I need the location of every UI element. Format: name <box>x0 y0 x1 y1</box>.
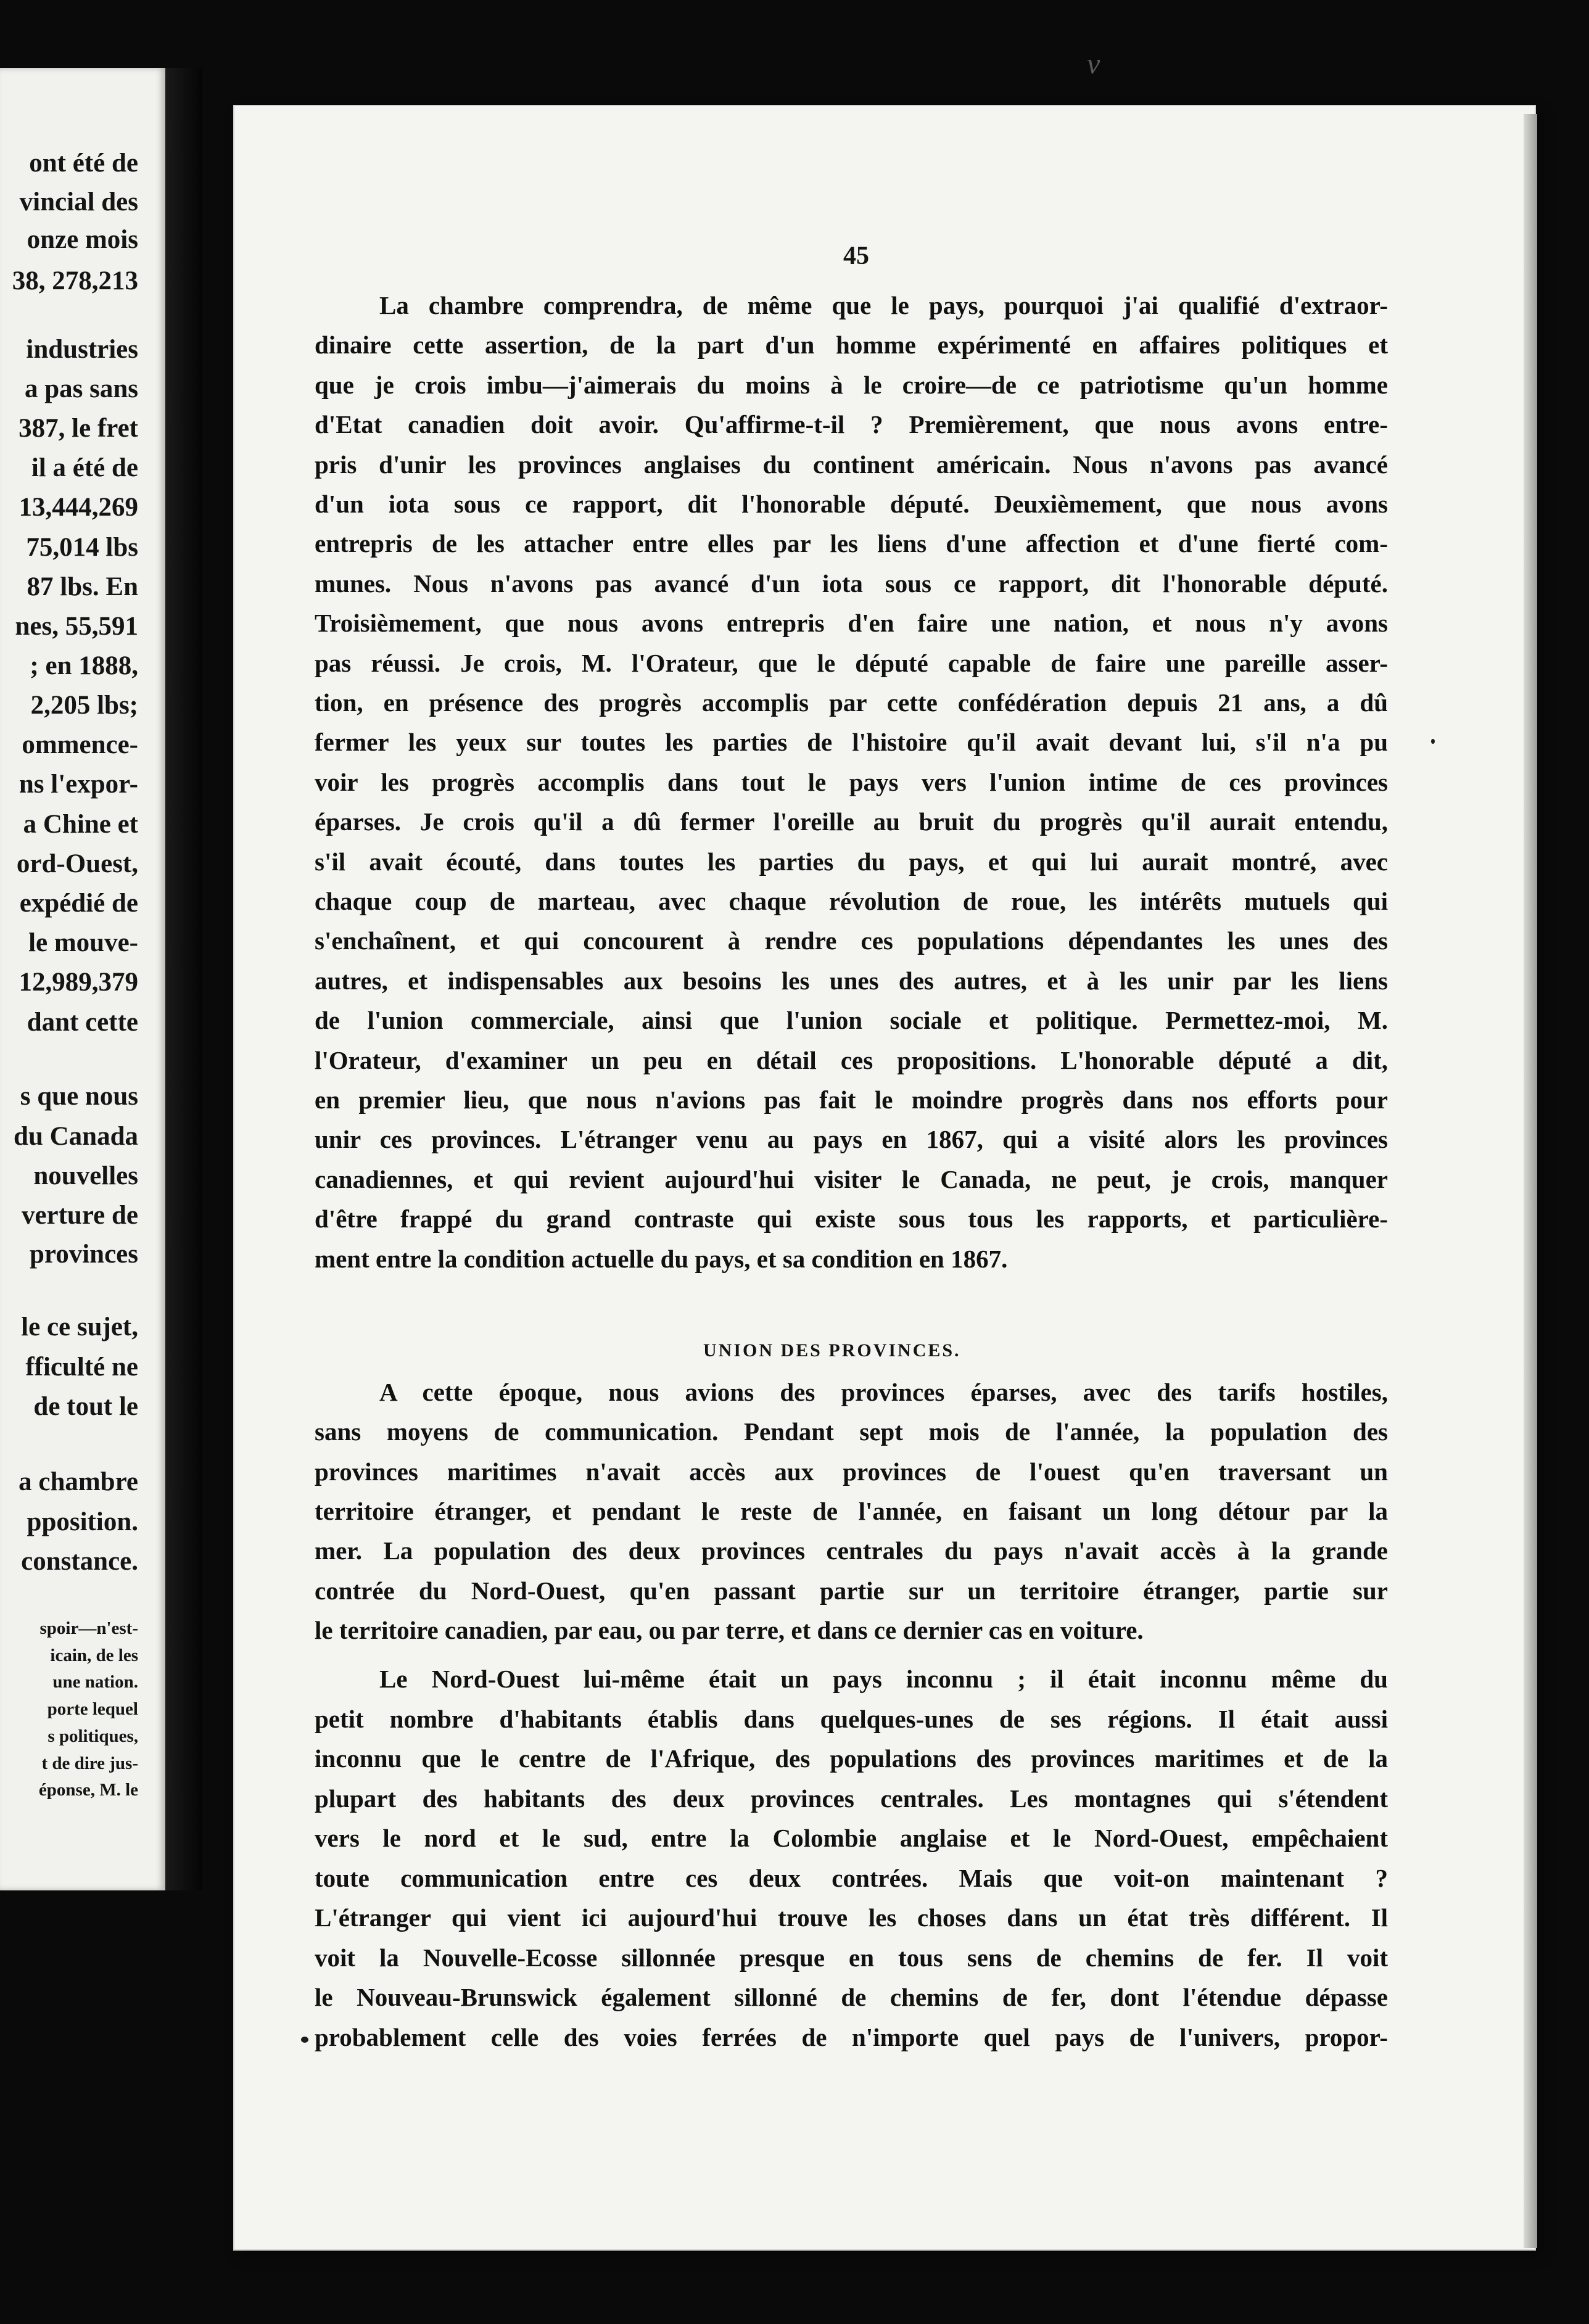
text-line: éparses. Je crois qu'il a dû fermer l'oreille au bruit du progrès qu'il aurait entendu, <box>315 807 1388 836</box>
left-page-line: a chambre <box>19 1467 138 1496</box>
left-page-line: constance. <box>21 1547 138 1576</box>
text-line: d'Etat canadien doit avoir. Qu'affirme-t-il ? Premièrement, que nous avons entre- <box>315 410 1388 439</box>
text-line: A cette époque, nous avions des provinces éparses, avec des tarifs hostiles, <box>379 1378 1388 1406</box>
left-page-line: pposition. <box>27 1507 138 1536</box>
text-line: Le Nord-Ouest lui-même était un pays inconnu ; il était inconnu même du <box>379 1665 1388 1693</box>
text-line: probablement celle des voies ferrées de n'importe quel pays de l'univers, propor- <box>315 2023 1388 2051</box>
text-line: plupart des habitants des deux provinces centrales. Les montagnes qui s'étendent <box>315 1784 1388 1813</box>
text-line: canadiennes, et qui revient aujourd'hui visiter le Canada, ne peut, je crois, manquer <box>315 1165 1388 1193</box>
section-heading: UNION DES PROVINCES. <box>703 1340 961 1361</box>
left-page-line: t de dire jus- <box>41 1753 138 1773</box>
text-line: l'Orateur, d'examiner un peu en détail ces propositions. L'honorable député a dit, <box>315 1046 1388 1074</box>
left-page-line: ; en 1888, <box>30 651 138 680</box>
book-gutter <box>165 68 202 1890</box>
left-page-line: ommence- <box>22 730 138 759</box>
left-page-line: une nation. <box>52 1672 138 1692</box>
left-page-line: s politiques, <box>47 1726 138 1746</box>
text-line: territoire étranger, et pendant le reste de l'année, en faisant un long détour par la <box>315 1497 1388 1525</box>
text-line: contrée du Nord-Ouest, qu'en passant partie sur un territoire étranger, partie sur <box>315 1576 1388 1605</box>
left-page-line: 2,205 lbs; <box>30 691 138 720</box>
page-number: 45 <box>843 242 869 270</box>
left-page-line: 12,989,379 <box>19 968 138 997</box>
text-line: inconnu que le centre de l'Afrique, des populations des provinces maritimes et de la <box>315 1744 1388 1773</box>
left-page-line: a pas sans <box>24 374 138 403</box>
text-line: provinces maritimes n'avait accès aux provinces de l'ouest qu'en traversant un <box>315 1457 1388 1486</box>
left-page-line: du Canada <box>14 1122 138 1151</box>
left-page-line: verture de <box>21 1201 138 1230</box>
text-line: pas réussi. Je crois, M. l'Orateur, que le député capable de faire une pareille asser- <box>315 649 1388 677</box>
text-line: le territoire canadien, par eau, ou par terre, et dans ce dernier cas en voiture. <box>315 1616 1144 1644</box>
page-edge <box>1524 114 1537 2248</box>
text-line: autres, et indispensables aux besoins les unes des autres, et à les unir par les liens <box>315 966 1388 995</box>
left-page-line: 387, le fret <box>19 414 138 443</box>
text-line: chaque coup de marteau, avec chaque révolution de roue, les intérêts mutuels qui <box>315 887 1388 915</box>
left-page-line: ns l'expor- <box>19 770 138 799</box>
left-page-line: ord-Ouest, <box>16 849 138 878</box>
left-page-line: il a été de <box>31 453 138 482</box>
left-page-line: le mouve- <box>28 928 138 957</box>
text-line: voit la Nouvelle-Ecosse sillonnée presque en tous sens de chemins de fer. Il voit <box>315 1943 1388 1972</box>
left-page-line: onze mois <box>27 225 138 254</box>
left-page-line: expédié de <box>19 889 138 918</box>
left-page-line: industries <box>26 335 138 364</box>
left-page-line: le ce sujet, <box>21 1312 138 1341</box>
left-page-line: de tout le <box>33 1392 138 1421</box>
text-line: ment entre la condition actuelle du pays, et sa condition en 1867. <box>315 1245 1008 1273</box>
text-line: voir les progrès accomplis dans tout le pays vers l'union intime de ces provinces <box>315 768 1388 796</box>
text-line: de l'union commerciale, ainsi que l'union sociale et politique. Permettez-moi, M. <box>315 1006 1388 1034</box>
left-page-line: ont été de <box>29 149 138 178</box>
left-page-line: porte lequel <box>47 1699 138 1719</box>
text-line: pris d'unir les provinces anglaises du continent américain. Nous n'avons pas avancé <box>315 450 1388 479</box>
left-page-line: nouvelles <box>33 1161 138 1190</box>
left-page-line: icain, de les <box>50 1646 138 1665</box>
left-page-line: dant cette <box>27 1008 138 1037</box>
text-line: le Nouveau-Brunswick également sillonné de chemins de fer, dont l'étendue dépasse <box>315 1983 1388 2011</box>
ink-speck <box>301 2037 308 2043</box>
left-page-line: éponse, M. le <box>38 1780 138 1800</box>
text-line: munes. Nous n'avons pas avancé d'un iota sous ce rapport, dit l'honorable député. <box>315 569 1388 598</box>
text-line: L'étranger qui vient ici aujourd'hui trouve les choses dans un état très différent. Il <box>315 1903 1388 1932</box>
text-line: s'il avait écouté, dans toutes les parties du pays, et qui lui aurait montré, avec <box>315 847 1388 876</box>
left-page-line: 38, 278,213 <box>12 266 138 295</box>
text-line: mer. La population des deux provinces centrales du pays n'avait accès à la grande <box>315 1536 1388 1565</box>
left-page-line: s que nous <box>20 1082 138 1111</box>
text-line: que je crois imbu—j'aimerais du moins à le croire—de ce patriotisme qu'un homme <box>315 371 1388 399</box>
text-line: unir ces provinces. L'étranger venu au pays en 1867, qui a visité alors les provinces <box>315 1125 1388 1153</box>
left-page-line: 75,014 lbs <box>26 533 138 562</box>
text-line: La chambre comprendra, de même que le pays, pourquoi j'ai qualifié d'extraor- <box>379 291 1388 319</box>
text-line: vers le nord et le sud, entre la Colombie anglaise et le Nord-Ouest, empêchaient <box>315 1824 1388 1852</box>
left-page-line: spoir—n'est- <box>39 1618 138 1638</box>
left-facing-page <box>0 68 165 1890</box>
text-line: d'être frappé du grand contraste qui existe sous tous les rapports, et particulière- <box>315 1205 1388 1233</box>
text-line: en premier lieu, que nous n'avions pas fait le moindre progrès dans nos efforts pour <box>315 1086 1388 1114</box>
left-page-line: provinces <box>30 1240 138 1269</box>
left-page-line: 87 lbs. En <box>27 572 138 601</box>
text-line: toute communication entre ces deux contrées. Mais que voit-on maintenant ? <box>315 1864 1388 1892</box>
left-page-line: fficulté ne <box>25 1353 138 1382</box>
ink-speck <box>1431 739 1435 744</box>
text-line: petit nombre d'habitants établis dans quelques-unes de ses régions. Il était aussi <box>315 1705 1388 1733</box>
text-line: dinaire cette assertion, de la part d'un homme expérimenté en affaires politiques et <box>315 331 1388 359</box>
left-page-line: 13,444,269 <box>19 493 138 522</box>
text-line: entrepris de les attacher entre elles par les liens d'une affection et d'une fierté com- <box>315 529 1388 558</box>
left-page-line: vincial des <box>19 187 138 216</box>
text-line: Troisièmement, que nous avons entrepris d'en faire une nation, et nous n'y avons <box>315 609 1388 637</box>
text-line: sans moyens de communication. Pendant sept mois de l'année, la population des <box>315 1417 1388 1446</box>
left-page-line: a Chine et <box>23 810 138 839</box>
text-line: tion, en présence des progrès accomplis par cette confédération depuis 21 ans, a dû <box>315 688 1388 717</box>
corner-mark: ν <box>1087 47 1100 80</box>
left-page-line: nes, 55,591 <box>15 612 138 641</box>
text-line: s'enchaînent, et qui concourent à rendre ces populations dépendantes les unes des <box>315 926 1388 955</box>
text-line: fermer les yeux sur toutes les parties de l'histoire qu'il avait devant lui, s'il n'a pu <box>315 728 1388 756</box>
text-line: d'un iota sous ce rapport, dit l'honorable député. Deuxièmement, que nous avons <box>315 490 1388 518</box>
